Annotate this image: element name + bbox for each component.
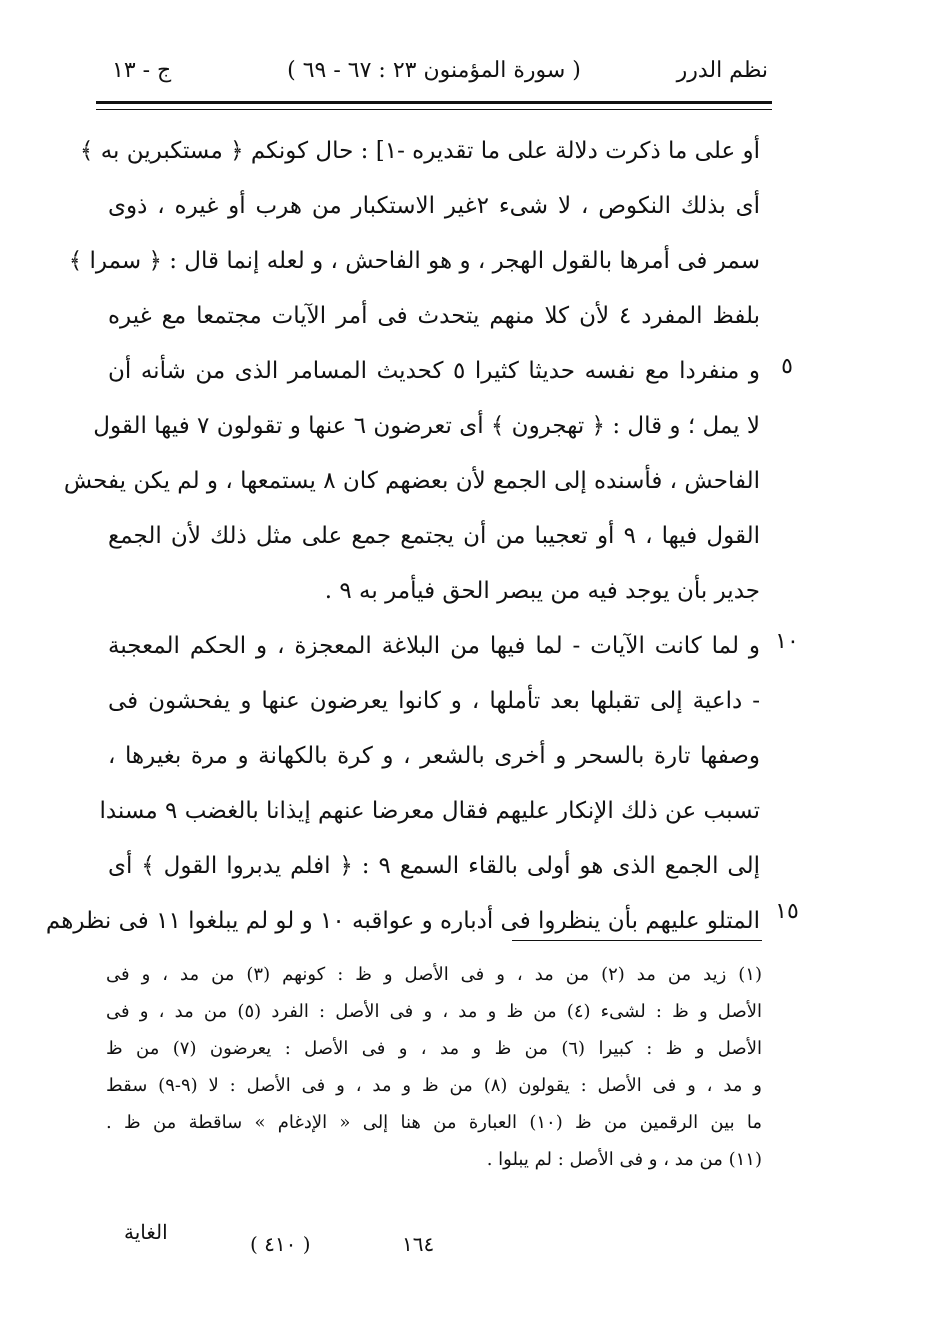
text-line: و لما كانت الآيات - لما فيها من البلاغة المعجزة ، و الحكم المعجبة xyxy=(108,633,760,659)
page-footer xyxy=(100,1220,780,1268)
main-text xyxy=(45,124,760,949)
footnote-line: ما بين الرقمين من ظ (١٠) العبارة من هنا إلى « الإدغام » ساقطة من ظ . xyxy=(106,1112,762,1133)
text-line: بلفظ المفرد ٤ لأن كلا منهم يتحدث فى أمر الآيات مجتمعا مع غيره xyxy=(108,303,760,329)
signature-code: ( ٤١٠ ) xyxy=(250,1232,311,1256)
text-line: إلى الجمع الذى هو أولى بالقاء السمع ٩ : ﴿ افلم يدبروا القول ﴾ أى xyxy=(108,853,760,879)
text-line: - داعية إلى تقبلها بعد تأملها ، و كانوا يعرضون عنها و يفحشون فى xyxy=(108,688,760,714)
surah-reference: ( سورة المؤمنون ٢٣ : ٦٧ - ٦٩ ) xyxy=(287,58,581,83)
page-number: ١٦٤ xyxy=(402,1232,435,1256)
catchword: الغاية xyxy=(124,1220,168,1244)
page-header xyxy=(100,58,768,92)
line-number-10: ١٠ xyxy=(775,629,799,654)
footnote-line: الأصل و ظ : لشىء (٤) من ظ و مد ، و فى الأصل : الفرد (٥) من مد ، و فى xyxy=(106,1001,762,1022)
text-line: المتلو عليهم بأن ينظروا فى أدباره و عواقبه ١٠ و لو لم يبلغوا ١١ فى نظرهم xyxy=(45,908,760,934)
text-line: أى بذلك النكوص ، لا شىء ٢غير الاستكبار من هرب أو غيره ، ذوى xyxy=(108,193,760,219)
text-line: و منفردا مع نفسه حديثا كثيرا ٥ كحديث المسامر الذى من شأنه أن xyxy=(108,358,760,384)
footnote-line: (١١) من مد ، و فى الأصل : لم يبلوا . xyxy=(486,1149,762,1170)
line-number-15: ١٥ xyxy=(775,899,799,924)
text-line: جدير بأن يوجد فيه من يبصر الحق فيأمر به ٩ . xyxy=(324,578,760,604)
line-number-5: ٥ xyxy=(781,354,793,379)
text-line: لا يمل ؛ و قال : ﴿ تهجرون ﴾ أى تعرضون ٦ عنها و تقولون ٧ فيها القول xyxy=(93,413,760,439)
footnote-line: (١) زيد من مد (٢) من مد ، و فى الأصل و ظ : كونهم (٣) من مد ، و فى xyxy=(106,964,762,985)
footnotes xyxy=(106,956,762,1178)
volume-label: ج - ١٣ xyxy=(112,58,172,83)
footnote-line: الأصل و ظ : كبيرا (٦) من ظ و مد ، و فى الأصل : يعرضون (٧) من ظ xyxy=(106,1038,762,1059)
header-rule-thin xyxy=(96,109,772,110)
text-line: سمر فى أمرها بالقول الهجر ، و هو الفاحش ، و لعله إنما قال : ﴿ سمرا ﴾ xyxy=(68,248,760,274)
text-line: تسبب عن ذلك الإنكار عليهم فقال معرضا عنهم إيذانا بالغضب ٩ مسندا xyxy=(99,798,760,824)
text-line: وصفها تارة بالسحر و أخرى بالشعر ، و كرة بالكهانة و مرة بغيرها ، xyxy=(108,743,760,769)
text-line: الفاحش ، فأسنده إلى الجمع لأن بعضهم كان ٨ يستمعها ، و لم يكن يفحش xyxy=(63,468,760,494)
footnote-rule xyxy=(512,940,762,941)
header-rule-thick xyxy=(96,101,772,104)
text-line: أو على ما ذكرت دلالة على ما تقديره -١] : حال كونكم ﴿ مستكبرين به ﴾ xyxy=(79,138,760,164)
book-title: نظم الدرر xyxy=(676,58,768,83)
text-line: القول فيها ، ٩ أو تعجيبا من أن يجتمع جمع على مثل ذلك لأن الجمع xyxy=(108,523,760,549)
footnote-line: و مد ، و فى الأصل : يقولون (٨) من ظ و مد ، و فى الأصل : لا (٩-٩) سقط xyxy=(106,1075,762,1096)
